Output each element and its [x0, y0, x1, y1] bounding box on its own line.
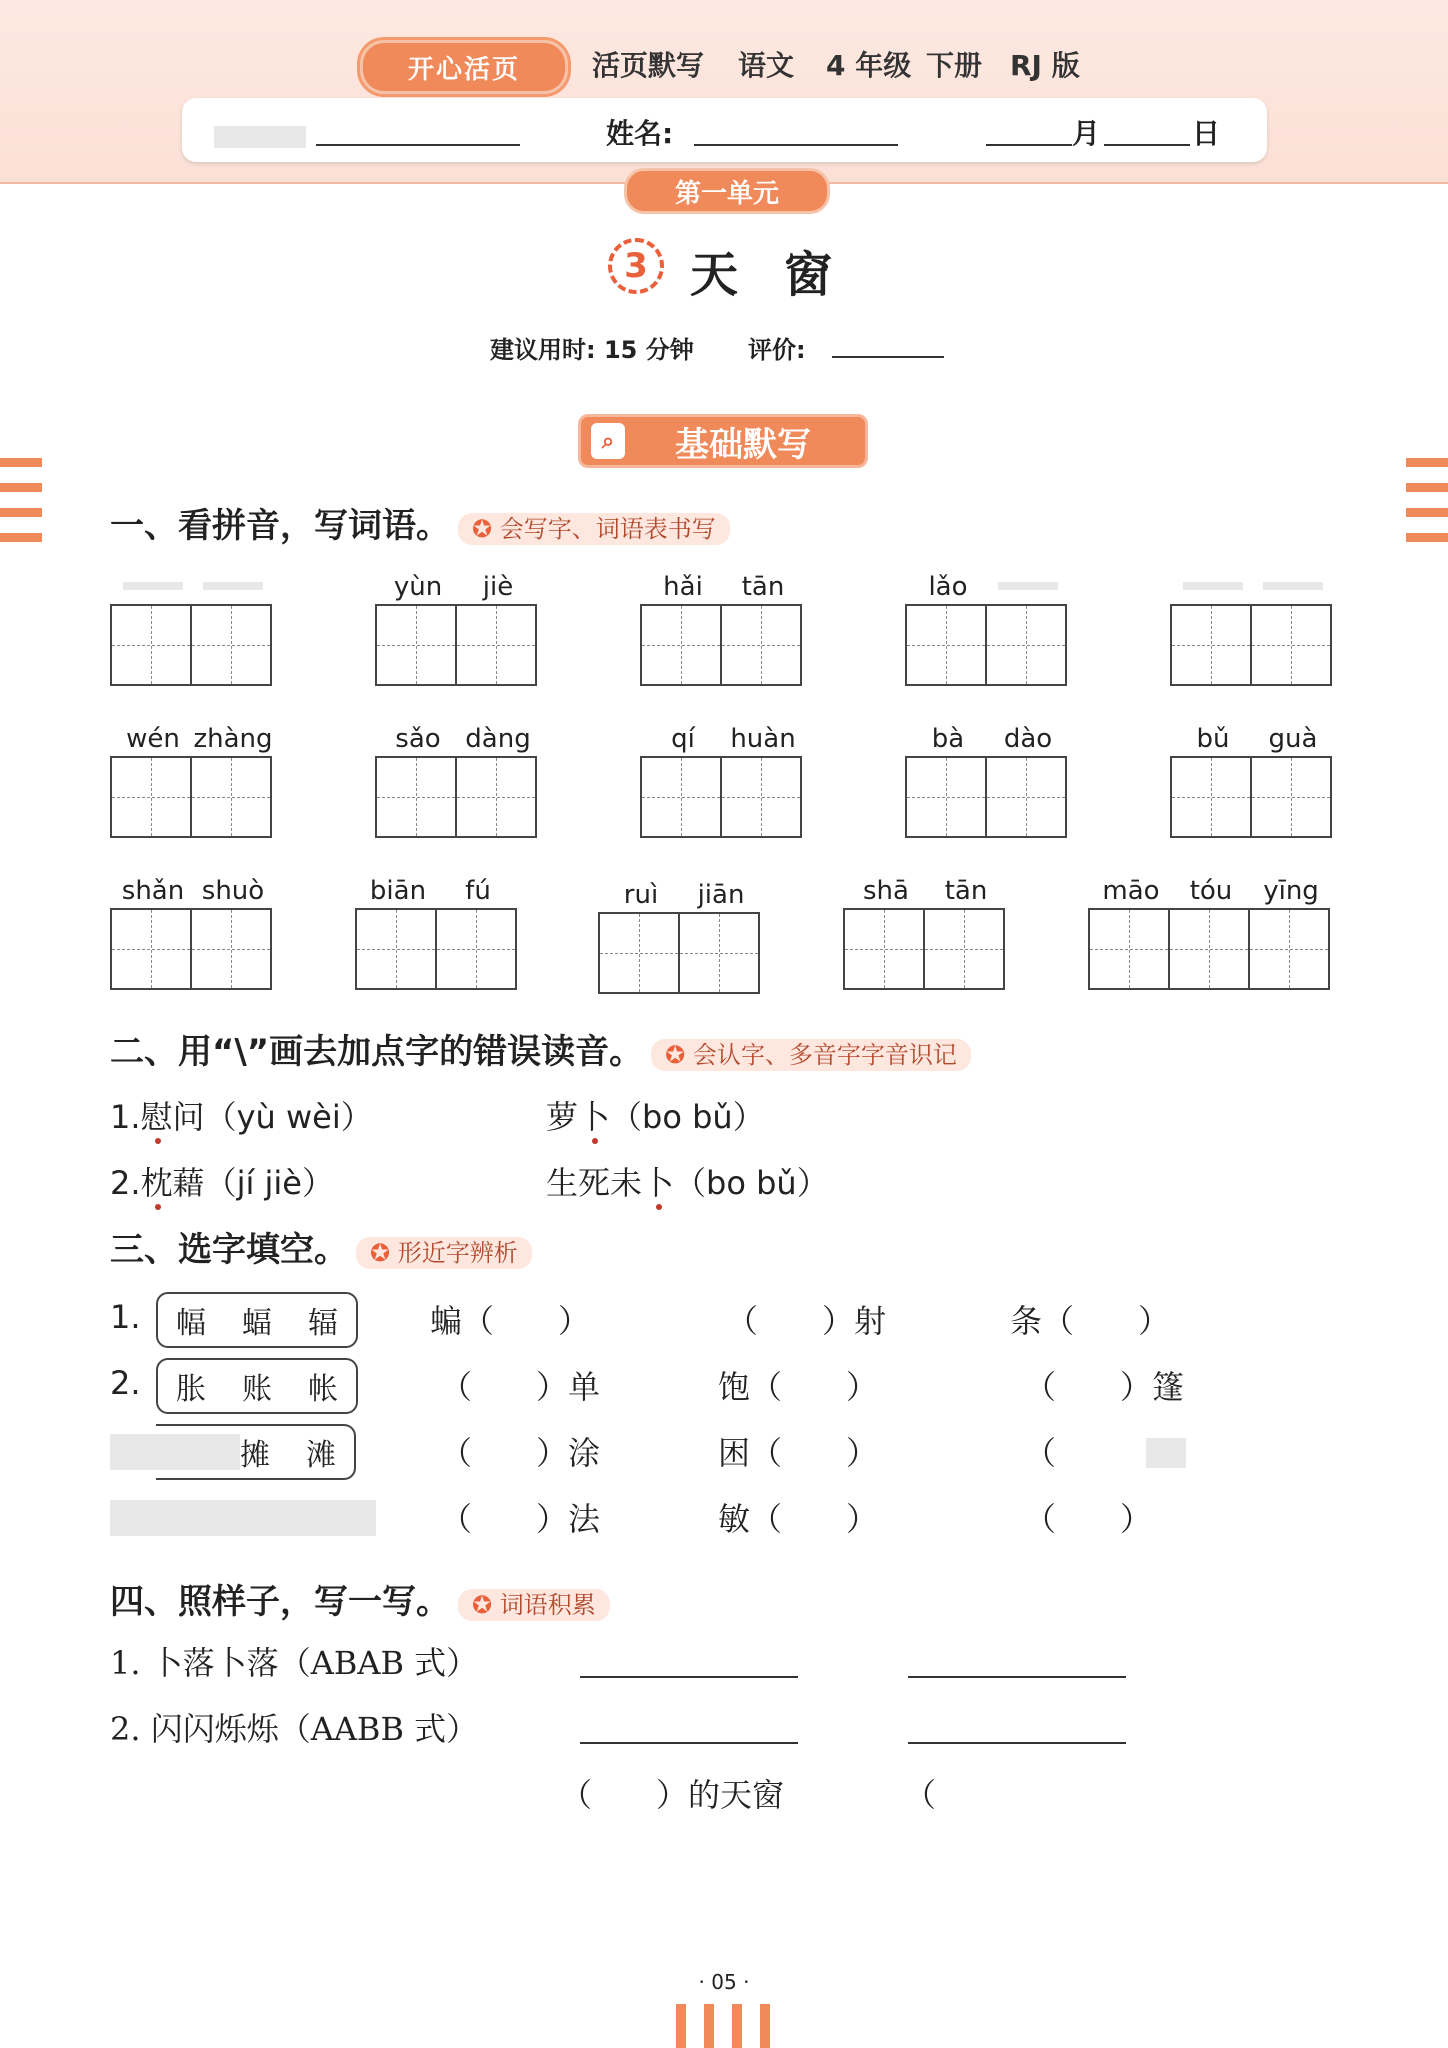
gear-icon: ✪ — [665, 1041, 686, 1069]
pinyin: wén — [126, 724, 180, 754]
word-grid[interactable] — [843, 876, 1003, 990]
pinyin: dàng — [465, 724, 531, 754]
q4-tag-text: 词语积累 — [499, 1591, 596, 1619]
left-stripe-decoration — [0, 458, 42, 554]
char-cell[interactable] — [1168, 876, 1250, 990]
choice-char — [174, 1430, 204, 1474]
choice-char: 账 — [242, 1372, 272, 1407]
name-label: 姓名: — [606, 117, 674, 150]
answer-blank[interactable] — [908, 1742, 1126, 1744]
word-suffix: 藉 — [172, 1164, 205, 1202]
q2-item — [110, 1092, 373, 1138]
choice-char: 滩 — [306, 1438, 336, 1473]
q2-tag-text: 会认字、多音字字音识记 — [692, 1041, 957, 1069]
char-cell[interactable] — [110, 876, 192, 990]
name-blank[interactable] — [694, 144, 898, 146]
choice-char: 摊 — [240, 1438, 270, 1473]
word-grid[interactable] — [375, 724, 535, 838]
pronunciation-options[interactable]: （bo bǔ） — [674, 1164, 829, 1202]
char-cell[interactable] — [923, 876, 1005, 990]
blurred-pinyin — [192, 572, 274, 600]
choice-char: 帐 — [308, 1372, 338, 1407]
word-grid[interactable] — [640, 572, 800, 686]
fill-blank[interactable]: 敏（ ） — [718, 1500, 879, 1538]
q4-item: 2. 闪闪烁烁（AABB 式） — [110, 1710, 479, 1748]
pinyin: biān — [369, 876, 427, 906]
char-cell[interactable] — [1170, 724, 1252, 838]
q2-item — [546, 1158, 829, 1204]
word-grid[interactable] — [110, 604, 270, 686]
fill-blank[interactable]: （ ）射 — [726, 1302, 887, 1340]
fill-blank[interactable]: 蝙（ ） — [430, 1302, 591, 1340]
dotted-char: 枕 — [140, 1164, 173, 1202]
pinyin: jiān — [697, 880, 745, 910]
pinyin: yīng — [1263, 876, 1319, 906]
char-cell[interactable] — [435, 876, 517, 990]
pinyin: fú — [465, 876, 491, 906]
word-grid[interactable] — [375, 572, 535, 686]
word-grid[interactable] — [110, 876, 270, 990]
q4-tag — [458, 1589, 610, 1621]
dotted-char: 慰 — [140, 1098, 173, 1136]
page-number: · 05 · — [698, 1970, 750, 1994]
char-choice-box — [156, 1292, 358, 1348]
word-suffix: 问 — [172, 1098, 205, 1136]
word-grid[interactable] — [640, 724, 800, 838]
gear-icon: ✪ — [472, 515, 493, 543]
dotted-char: 卜 — [578, 1098, 611, 1136]
word-grid[interactable] — [110, 724, 273, 838]
q2-title-text: 二、用“\”画去加点字的错误读音。 — [110, 1032, 644, 1072]
pinyin: qí — [671, 724, 695, 754]
blurred-area — [1146, 1438, 1186, 1468]
char-cell[interactable] — [375, 572, 457, 686]
pronunciation-options[interactable]: （jí jiè） — [204, 1164, 334, 1202]
char-cell[interactable] — [375, 724, 457, 838]
lesson-number: 3 — [608, 238, 664, 294]
char-cell[interactable] — [110, 604, 192, 686]
magnifier-icon: ⌕ — [591, 423, 625, 459]
char-choice-box — [156, 1358, 358, 1414]
choice-char: 幅 — [176, 1306, 206, 1341]
pinyin: dào — [1003, 724, 1053, 754]
word-grid[interactable] — [598, 880, 758, 994]
q1-title — [110, 498, 730, 547]
pronunciation-options[interactable]: （yù wèi） — [204, 1098, 373, 1136]
item-number: 2. — [110, 1164, 141, 1202]
pinyin: tān — [944, 876, 988, 906]
char-cell[interactable] — [905, 572, 987, 686]
pinyin: hǎi — [663, 572, 703, 602]
word-grid[interactable] — [1088, 876, 1328, 990]
blurred-label — [214, 126, 306, 148]
footer-stripe-decoration — [676, 2004, 772, 2048]
char-cell[interactable] — [1248, 876, 1330, 990]
pinyin: māo — [1102, 876, 1160, 906]
q2-item — [110, 1158, 334, 1204]
pinyin: ruì — [623, 880, 659, 910]
q1-title-text: 一、看拼音，写词语。 — [110, 506, 450, 546]
dotted-char: 卜 — [642, 1164, 675, 1202]
info-bar — [182, 98, 1267, 162]
rating-label: 评价: — [748, 336, 806, 364]
char-cell[interactable] — [190, 604, 272, 686]
fill-blank[interactable]: （ ） — [1024, 1500, 1153, 1538]
q2-title — [110, 1024, 971, 1073]
q3-tag-text: 形近字辨析 — [397, 1239, 518, 1267]
pinyin: huàn — [730, 724, 796, 754]
char-cell[interactable] — [1250, 604, 1332, 686]
char-cell[interactable] — [598, 880, 680, 994]
answer-blank[interactable] — [580, 1676, 798, 1678]
char-cell[interactable] — [190, 876, 272, 990]
gear-icon: ✪ — [472, 1591, 493, 1619]
blurred-area — [110, 1500, 376, 1536]
q3-tag — [356, 1237, 532, 1269]
char-cell[interactable] — [455, 724, 537, 838]
choice-char: 辐 — [308, 1306, 338, 1341]
day-label: 日 — [1192, 117, 1221, 150]
word-grid[interactable] — [1170, 604, 1330, 686]
section-banner-text: 基础默写 — [675, 424, 811, 465]
pinyin: zhàng — [193, 724, 273, 754]
q3-row-number: 1. — [110, 1298, 141, 1336]
char-cell[interactable] — [190, 724, 273, 838]
month-label: 月 — [1072, 117, 1101, 150]
char-cell[interactable] — [1250, 724, 1332, 838]
pinyin: shuò — [201, 876, 265, 906]
char-cell[interactable] — [905, 724, 987, 838]
fill-blank[interactable]: （ ）篷 — [1024, 1368, 1185, 1406]
pronunciation-options[interactable]: （bo bǔ） — [610, 1098, 765, 1136]
pinyin: yùn — [393, 572, 443, 602]
choice-char: 蝠 — [242, 1306, 272, 1341]
volume-label: 下册 — [926, 49, 983, 82]
char-cell[interactable] — [720, 724, 802, 838]
q3-title-text: 三、选字填空。 — [110, 1230, 348, 1270]
q2-item — [546, 1092, 765, 1138]
time-suggestion: 建议用时: 15 分钟 — [490, 336, 694, 364]
pinyin: bǔ — [1196, 724, 1230, 754]
fill-blank[interactable]: 困（ ） — [718, 1434, 879, 1472]
char-cell[interactable] — [985, 724, 1067, 838]
char-cell[interactable] — [1170, 604, 1252, 686]
blurred-pinyin — [1252, 572, 1334, 600]
fill-blank[interactable]: 饱（ ） — [718, 1368, 879, 1406]
grade-label: 4 年级 — [826, 49, 912, 82]
month-blank[interactable] — [986, 144, 1072, 146]
series-label: 活页默写 — [592, 49, 705, 82]
char-choice-box — [156, 1424, 356, 1480]
char-cell[interactable] — [843, 876, 925, 990]
answer-blank[interactable] — [908, 1676, 1126, 1678]
char-cell[interactable] — [640, 724, 722, 838]
subject-label: 语文 — [738, 49, 795, 82]
char-cell[interactable] — [985, 604, 1067, 686]
right-stripe-decoration — [1406, 458, 1448, 554]
section-banner — [578, 414, 868, 468]
phrase-blank[interactable]: （ ）的天窗 — [560, 1776, 785, 1814]
pinyin: sǎo — [395, 724, 441, 754]
fill-blank[interactable]: （ ）法 — [440, 1500, 601, 1538]
char-cell[interactable] — [110, 724, 192, 838]
q4-title-text: 四、照样子，写一写。 — [110, 1582, 450, 1622]
q3-title — [110, 1222, 532, 1271]
word-grid[interactable] — [905, 572, 1065, 686]
choice-char: 胀 — [176, 1372, 206, 1407]
char-cell[interactable] — [640, 572, 722, 686]
class-blank[interactable] — [316, 144, 520, 146]
pinyin: shā — [863, 876, 909, 906]
phrase-blank[interactable]: （ — [904, 1776, 937, 1814]
brand-logo: 开心活页 — [360, 40, 568, 94]
char-cell[interactable] — [455, 572, 537, 686]
pinyin: guà — [1268, 724, 1318, 754]
gear-icon: ✪ — [370, 1239, 391, 1267]
word-grid[interactable] — [1170, 724, 1330, 838]
blurred-pinyin — [987, 572, 1069, 600]
word-prefix: 萝 — [546, 1098, 579, 1136]
char-cell[interactable] — [355, 876, 437, 990]
char-cell[interactable] — [678, 880, 760, 994]
q2-tag — [651, 1039, 971, 1071]
blurred-pinyin — [112, 572, 194, 600]
pinyin: bà — [931, 724, 965, 754]
lesson-title: 天窗 — [690, 247, 879, 303]
blurred-pinyin — [1172, 572, 1254, 600]
pinyin: tóu — [1189, 876, 1233, 906]
q3-row-number: 2. — [110, 1364, 141, 1402]
pinyin: jiè — [482, 572, 514, 602]
fill-blank[interactable]: （ ）单 — [440, 1368, 601, 1406]
fill-blank[interactable]: （ — [1024, 1434, 1121, 1472]
word-grid[interactable] — [355, 876, 515, 990]
word-grid[interactable] — [905, 724, 1065, 838]
q4-title — [110, 1574, 610, 1623]
answer-blank[interactable] — [580, 1742, 798, 1744]
q1-tag — [458, 513, 730, 545]
day-blank[interactable] — [1104, 144, 1190, 146]
fill-blank[interactable]: （ ）涂 — [440, 1434, 601, 1472]
q1-tag-text: 会写字、词语表书写 — [499, 515, 716, 543]
rating-blank[interactable] — [832, 356, 944, 358]
unit-badge: 第一单元 — [624, 168, 830, 214]
word-prefix: 生死未 — [546, 1164, 643, 1202]
fill-blank[interactable]: 条（ ） — [1010, 1302, 1171, 1340]
char-cell[interactable] — [720, 572, 802, 686]
pinyin: tān — [741, 572, 785, 602]
q4-item: 1. 卜落卜落（ABAB 式） — [110, 1644, 479, 1682]
pinyin: shǎn — [121, 876, 185, 906]
edition-label: RJ 版 — [1010, 49, 1080, 82]
char-cell[interactable] — [1088, 876, 1170, 990]
item-number: 1. — [110, 1098, 141, 1136]
pinyin: lǎo — [928, 572, 968, 602]
